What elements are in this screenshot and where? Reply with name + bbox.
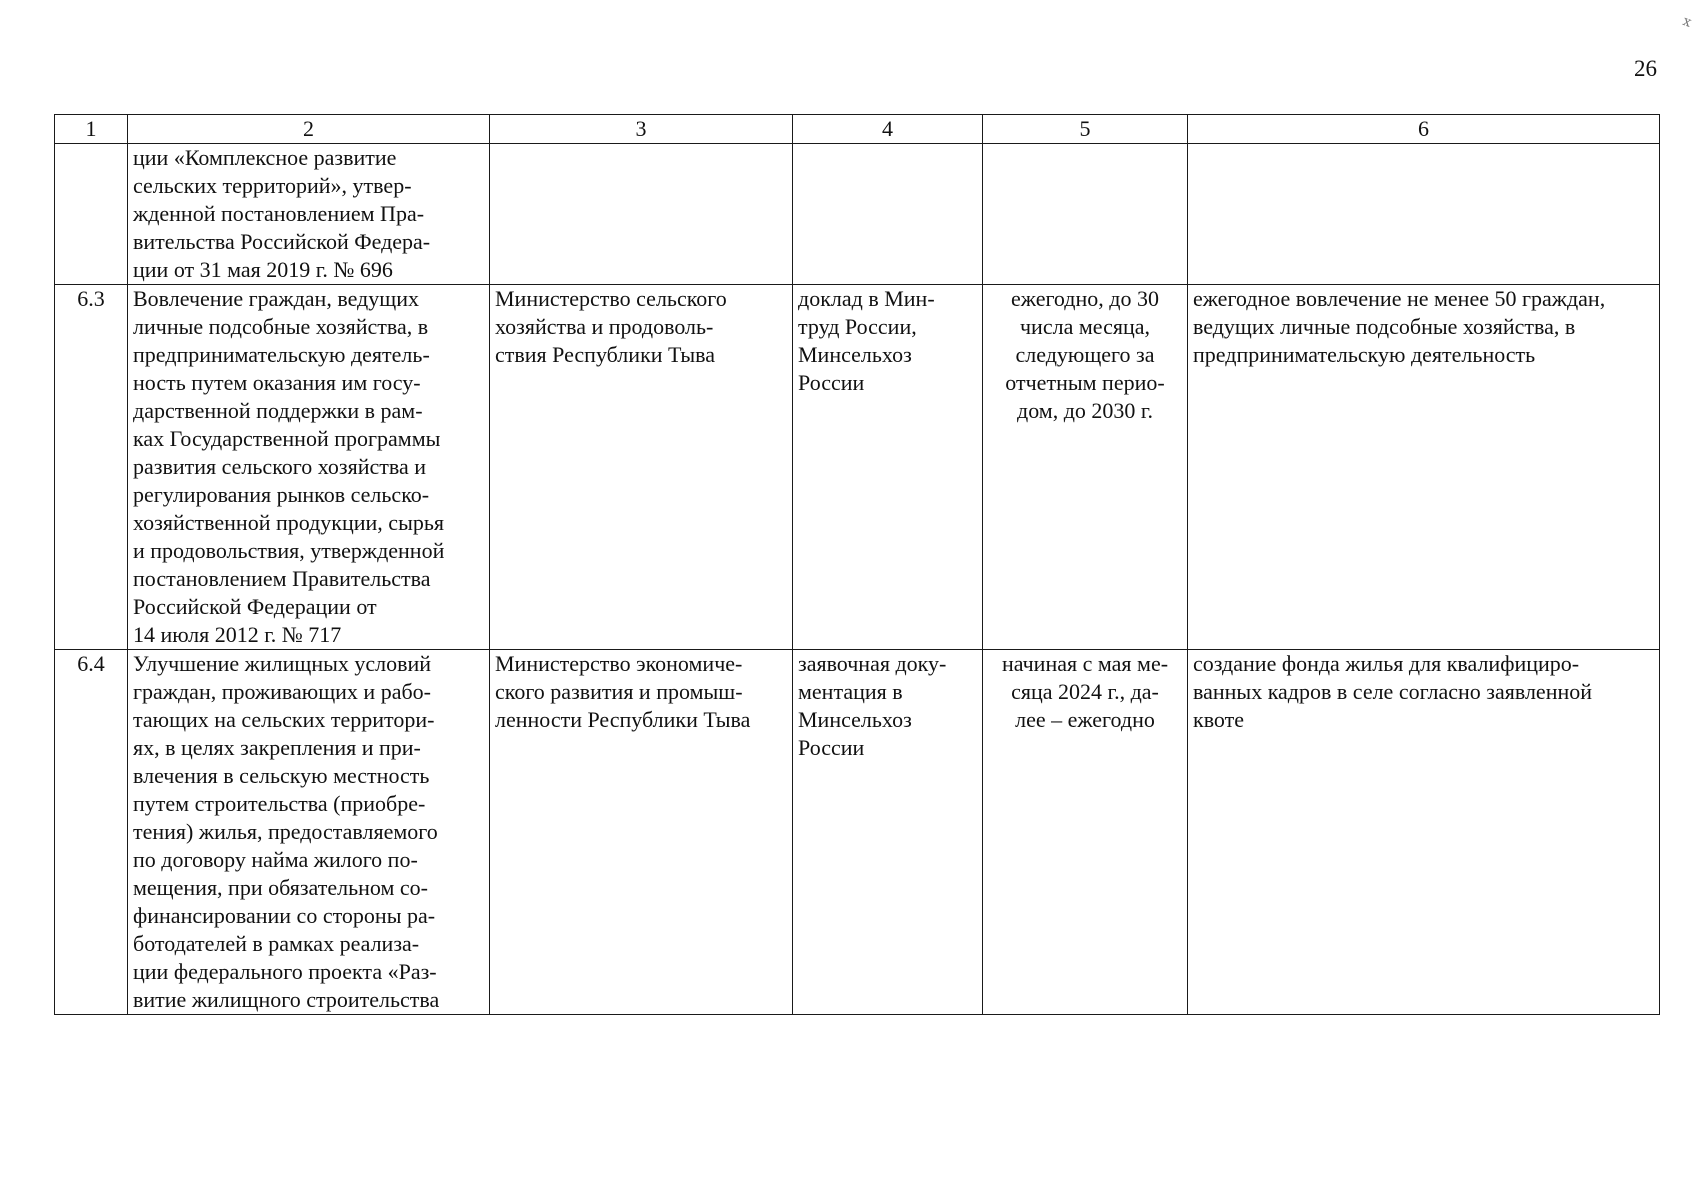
text-line: хозяйства и продоволь- [495, 314, 714, 339]
expected-result-cell [1188, 285, 1660, 650]
column-header-1: 1 [55, 115, 128, 144]
column-header-3: 3 [490, 115, 793, 144]
text-line: финансировании со стороны ра- [133, 903, 436, 928]
row-number-cell: 6.3 [55, 285, 128, 650]
text-line: квоте [1193, 707, 1245, 732]
text-line: ежегодное вовлечение не менее 50 граждан, [1193, 286, 1606, 311]
text-line: развития сельского хозяйства и [133, 454, 427, 479]
text-line: ского развития и промыш- [495, 679, 743, 704]
text-line: дарственной поддержки в рам- [133, 398, 423, 423]
page-number: 26 [1634, 56, 1657, 81]
measure-cell [128, 650, 490, 1015]
executor-cell [490, 650, 793, 1015]
expected-result-cell [1188, 144, 1660, 285]
text-line: ботодателей в рамках реализа- [133, 931, 420, 956]
column-header-6: 6 [1188, 115, 1660, 144]
text-line: регулирования рынков сельско- [133, 482, 430, 507]
deadline-cell [983, 650, 1188, 1015]
text-line: сяца 2024 г., да- [1011, 679, 1159, 704]
text-line: Министерство сельского [495, 286, 727, 311]
text-line: тающих на сельских территори- [133, 707, 435, 732]
text-line: России [798, 370, 865, 395]
text-line: ции от 31 мая 2019 г. № 696 [133, 257, 393, 282]
expected-result-cell [1188, 650, 1660, 1015]
text-line: ции федерального проекта «Раз- [133, 959, 437, 984]
table-row [55, 285, 1660, 650]
text-line: и продовольствия, утвержденной [133, 538, 445, 563]
text-line: Минсельхоз [798, 342, 912, 367]
text-line: создание фонда жилья для квалифициро- [1193, 651, 1580, 676]
scan-corner-mark: ⅹ [1680, 14, 1694, 31]
measures-table [54, 114, 1660, 1015]
text-line: по договору найма жилого по- [133, 847, 418, 872]
text-line: личные подсобные хозяйства, в [133, 314, 429, 339]
text-line: влечения в сельскую местность [133, 763, 430, 788]
text-line: ность путем оказания им госу- [133, 370, 421, 395]
table-row [55, 144, 1660, 285]
text-line: ях, в целях закрепления и при- [133, 735, 421, 760]
result-form-cell [793, 650, 983, 1015]
measure-cell [128, 285, 490, 650]
text-line: граждан, проживающих и рабо- [133, 679, 431, 704]
column-header-2: 2 [128, 115, 490, 144]
text-line: дом, до 2030 г. [1017, 398, 1153, 423]
row-number-cell: 6.4 [55, 650, 128, 1015]
text-line: сельских территорий», утвер- [133, 173, 412, 198]
text-line: тения) жилья, предоставляемого [133, 819, 438, 844]
text-line: 14 июля 2012 г. № 717 [133, 622, 342, 647]
executor-cell [490, 285, 793, 650]
text-line: труд России, [798, 314, 917, 339]
column-header-4: 4 [793, 115, 983, 144]
text-line: России [798, 735, 865, 760]
text-line: Министерство экономиче- [495, 651, 743, 676]
text-line: хозяйственной продукции, сырья [133, 510, 445, 535]
text-line: путем строительства (приобре- [133, 791, 426, 816]
text-line: лее – ежегодно [1015, 707, 1155, 732]
result-form-cell [793, 144, 983, 285]
text-line: ствия Республики Тыва [495, 342, 716, 367]
executor-cell [490, 144, 793, 285]
text-line: ленности Республики Тыва [495, 707, 751, 732]
text-line: ментация в [798, 679, 903, 704]
text-line: начиная с мая ме- [1001, 651, 1169, 676]
measure-cell [128, 144, 490, 285]
text-line: ванных кадров в селе согласно заявленной [1193, 679, 1593, 704]
text-line: Российской Федерации от [133, 594, 377, 619]
text-line: Минсельхоз [798, 707, 912, 732]
text-line: числа месяца, [1019, 314, 1150, 339]
result-form-cell [793, 285, 983, 650]
header-row [55, 115, 1660, 144]
text-line: ежегодно, до 30 [1011, 286, 1159, 311]
text-line: отчетным перио- [1005, 370, 1165, 395]
deadline-cell [983, 285, 1188, 650]
text-line: ках Государственной программы [133, 426, 441, 451]
text-line: ции «Комплексное развитие [133, 145, 397, 170]
text-line: постановлением Правительства [133, 566, 431, 591]
text-line: жденной постановлением Пра- [133, 201, 425, 226]
text-line: предпринимательскую деятель- [133, 342, 430, 367]
text-line: Вовлечение граждан, ведущих [133, 286, 419, 311]
row-number-cell [55, 144, 128, 285]
text-line: доклад в Мин- [798, 286, 935, 311]
column-header-5: 5 [983, 115, 1188, 144]
text-line: Улучшение жилищных условий [133, 651, 432, 676]
deadline-cell [983, 144, 1188, 285]
text-line: мещения, при обязательном со- [133, 875, 429, 900]
table-row [55, 650, 1660, 1015]
text-line: ведущих личные подсобные хозяйства, в [1193, 314, 1576, 339]
text-line: заявочная доку- [798, 651, 947, 676]
text-line: вительства Российской Федера- [133, 229, 431, 254]
text-line: следующего за [1015, 342, 1155, 367]
text-line: витие жилищного строительства [133, 987, 440, 1012]
text-line: предпринимательскую деятельность [1193, 342, 1536, 367]
